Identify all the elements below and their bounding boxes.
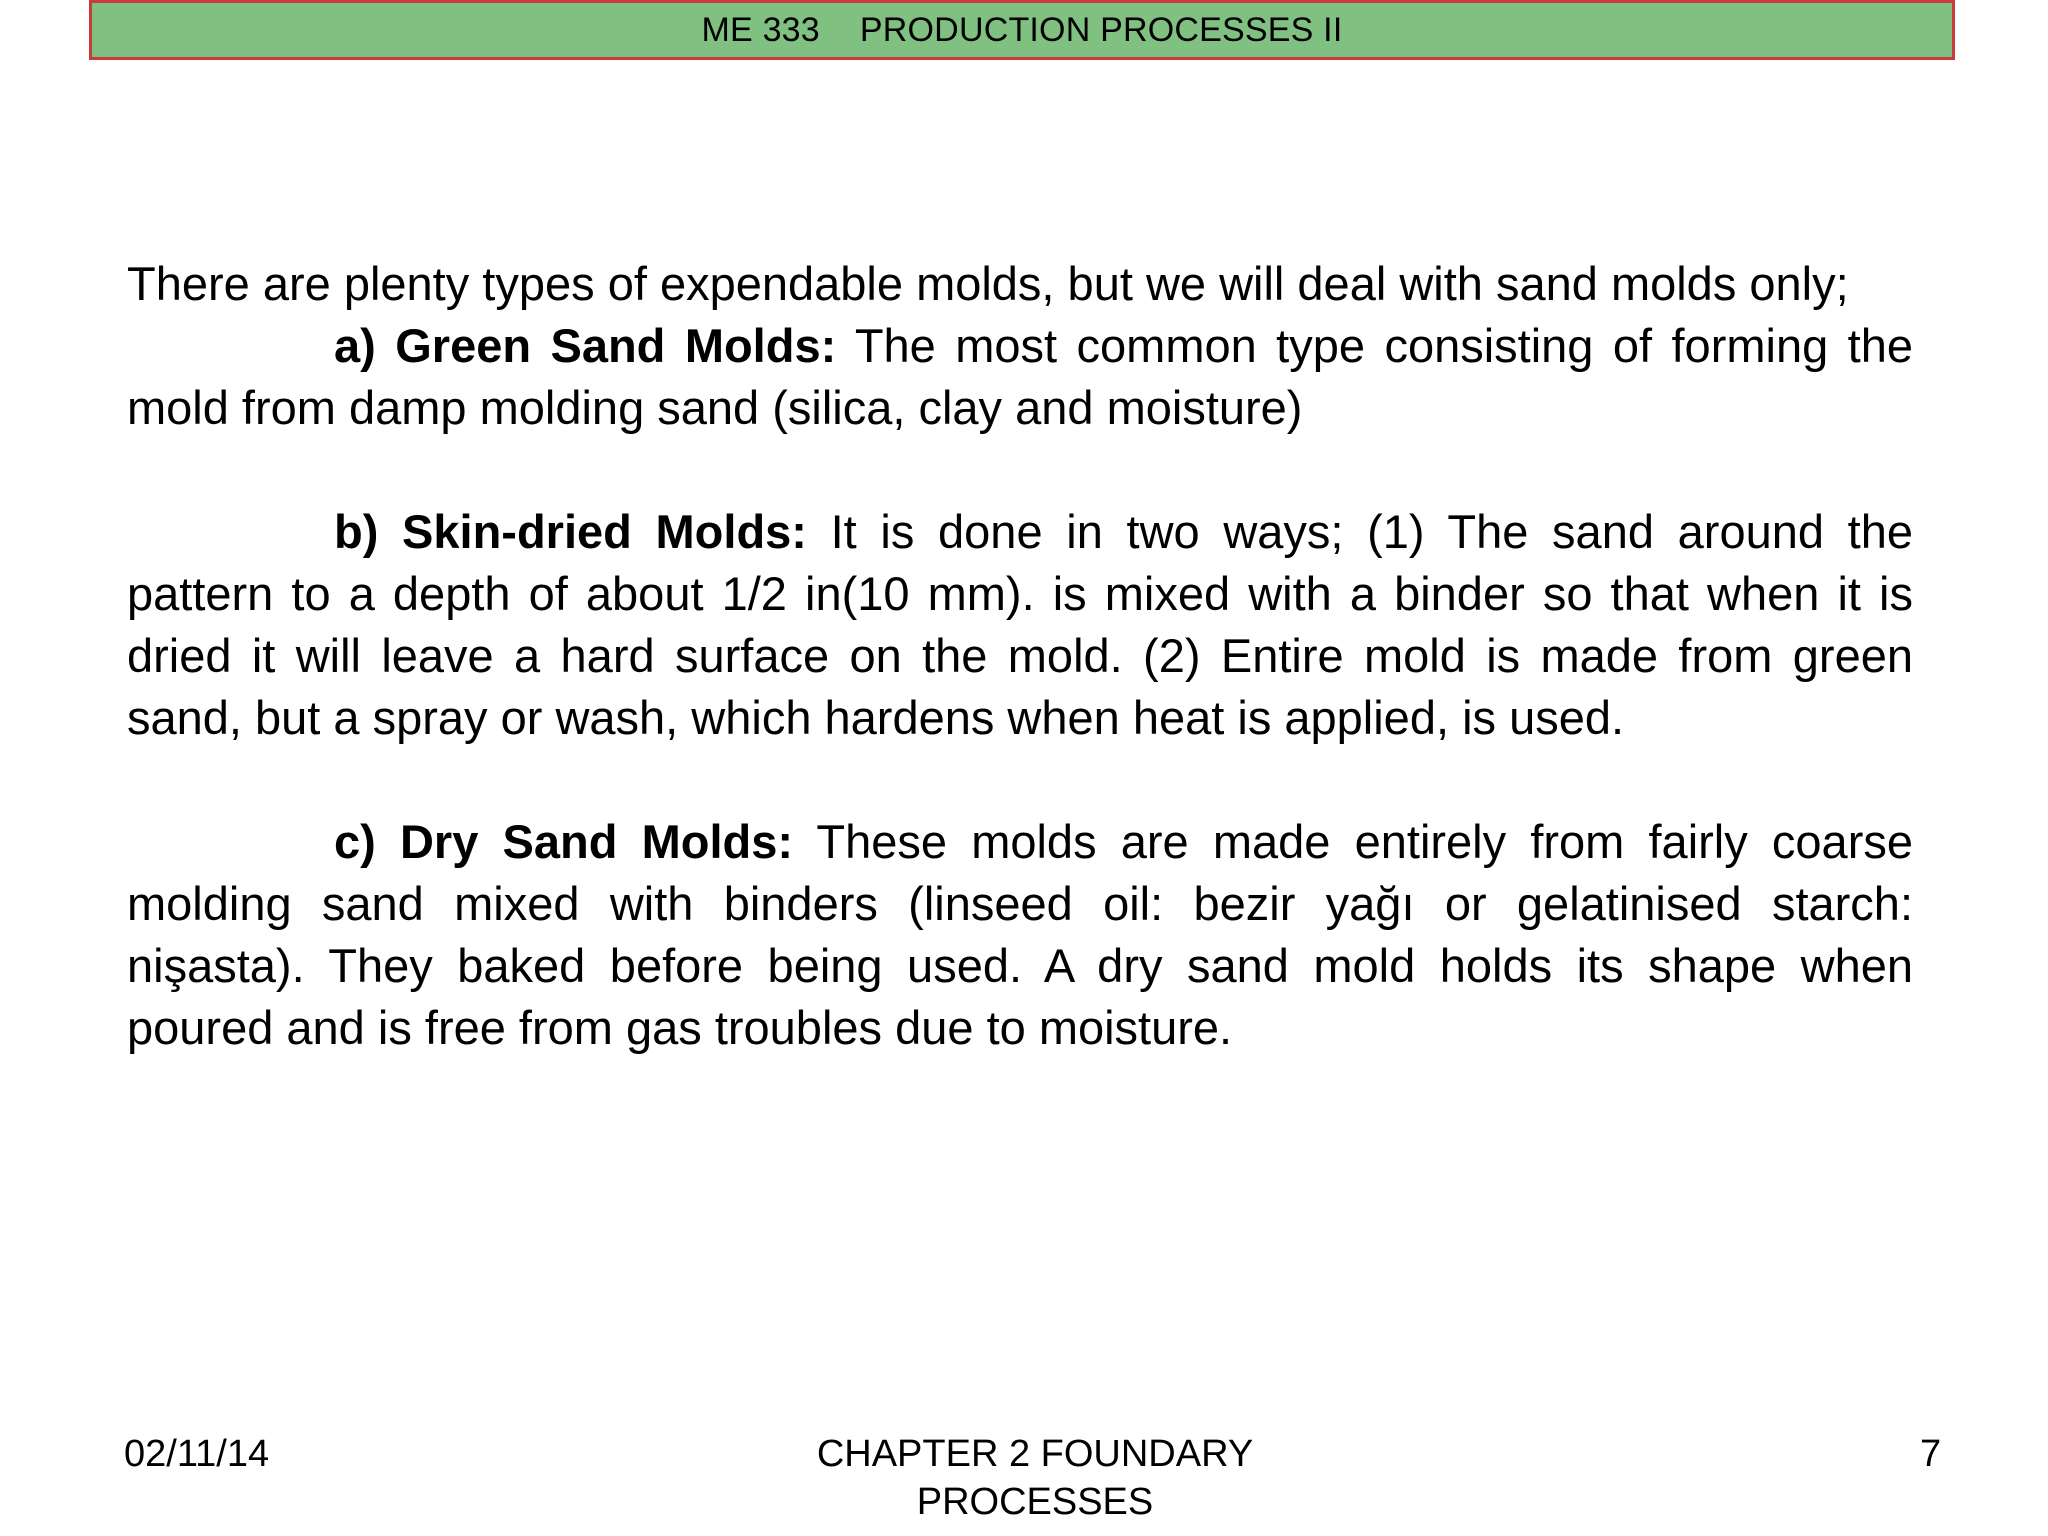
slide-body — [127, 253, 1913, 1059]
dry-sand-molds-label: c) Dry Sand Molds: — [334, 815, 794, 868]
course-code: ME 333 — [701, 10, 820, 49]
footer-page-number: 7 — [1920, 1433, 1942, 1475]
slide-header — [89, 0, 1955, 60]
course-title: PRODUCTION PROCESSES II — [859, 10, 1343, 49]
intro-paragraph: There are plenty types of expendable molds, but we will deal with sand molds only; — [127, 257, 1849, 310]
footer-chapter: CHAPTER 2 FOUNDARY PROCESSES — [816, 1433, 1254, 1523]
green-sand-molds-label: a) Green Sand Molds: — [334, 319, 837, 372]
dry-sand-molds-paragraph — [127, 811, 1913, 1059]
skin-dried-molds-text: It is done in two ways; (1) The sand around the pattern to a depth of about 1/2 in(10 mm). is mixed with a binder so that when it is dried it will leave a hard surface on the mold. (2) Entire mold is made from green sand, but a spray or wash, which hardens when heat is applied, is used. — [127, 505, 1914, 744]
skin-dried-molds-paragraph — [127, 501, 1913, 749]
skin-dried-molds-label: b) Skin-dried Molds: — [334, 505, 807, 558]
green-sand-molds-text: The most common type consisting of forming the mold from damp molding sand (silica, clay and moisture) — [127, 319, 1913, 434]
footer-date: 02/11/14 — [124, 1433, 270, 1475]
dry-sand-molds-text: These molds are made entirely from fairly coarse molding sand mixed with binders (linseed oil: bezir yağı or gelatinised starch: nişasta). They baked before being used. A dry sand mold holds its shape when poured and is free from gas troubles due to moisture. — [127, 815, 1913, 1054]
green-sand-molds-paragraph — [127, 315, 1913, 439]
